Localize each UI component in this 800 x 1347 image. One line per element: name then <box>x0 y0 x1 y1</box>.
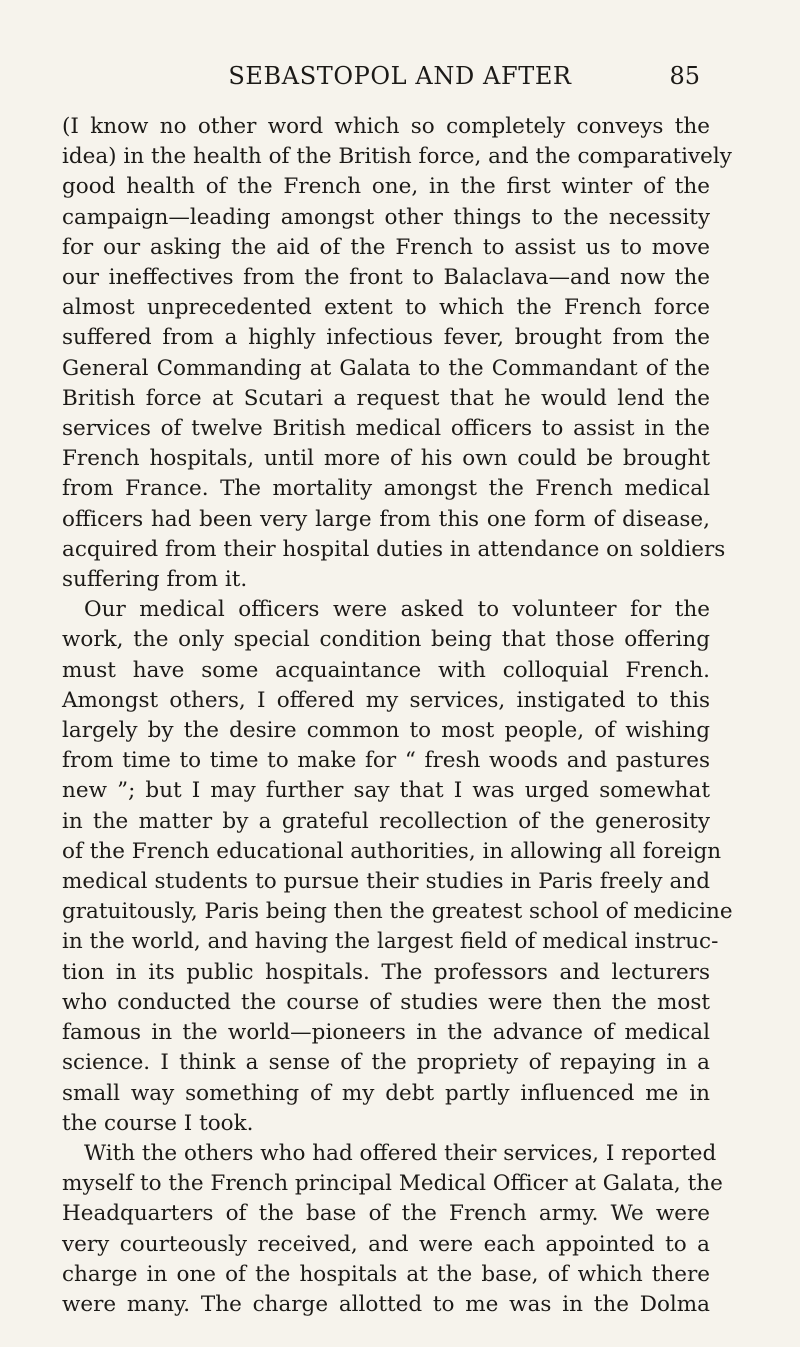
text-line: French hospitals, until more of his own could be brought <box>62 446 710 472</box>
text-line: General Commanding at Galata to the Commandant of the <box>62 355 710 381</box>
text-line: of the French educational authorities, in allowing all foreign <box>62 838 722 864</box>
text-line: in the matter by a grateful recollection of the generosity <box>62 808 710 834</box>
text-line: must have some acquaintance with colloquial French. <box>62 657 710 683</box>
text-line: who conducted the course of studies were then the most <box>62 989 710 1015</box>
text-line: small way something of my debt partly influenced me in <box>62 1080 710 1106</box>
text-line: suffered from a highly infectious fever, brought from the <box>62 325 710 351</box>
text-line: science. I think a sense of the propriety of repaying in a <box>62 1050 710 1076</box>
text-line: officers had been very large from this one form of disease, <box>62 506 710 532</box>
text-line: services of twelve British medical officers to assist in the <box>62 416 710 442</box>
text-line: (I know no other word which so completely conveys the <box>62 114 710 139</box>
text-line: idea) in the health of the British force, and the comparatively <box>62 144 732 170</box>
text-line: British force at Scutari a request that he would lend the <box>62 385 710 411</box>
text-line: our ineffectives from the front to Balaclava—and now the <box>62 265 710 291</box>
text-line: gratuitously, Paris being then the greatest school of medicine <box>62 899 733 925</box>
text-line: With the others who had offered their services, I reported <box>84 1140 717 1166</box>
text-line: largely by the desire common to most people, of wishing <box>62 718 710 744</box>
text-line: medical students to pursue their studies in Paris freely and <box>62 869 710 895</box>
text-line: famous in the world—pioneers in the advance of medical <box>62 1020 710 1046</box>
text-line: from France. The mortality amongst the French medical <box>62 476 710 502</box>
text-line: acquired from their hospital duties in attendance on soldiers <box>62 536 726 562</box>
text-line: new ”; but I may further say that I was urged somewhat <box>62 778 710 804</box>
text-line: almost unprecedented extent to which the French force <box>62 295 710 321</box>
text-line: from time to time to make for “ fresh woods and pastures <box>62 748 710 774</box>
text-line: myself to the French principal Medical Officer at Galata, the <box>62 1171 723 1197</box>
text-line: good health of the French one, in the first winter of the <box>62 174 710 200</box>
text-line: campaign—leading amongst other things to the necessity <box>62 204 710 230</box>
page-number: 85 <box>669 62 700 90</box>
text-line: were many. The charge allotted to me was in the Dolma <box>62 1291 710 1317</box>
text-line: Headquarters of the base of the French army. We were <box>62 1201 710 1227</box>
body-text <box>62 112 733 1320</box>
text-line: charge in one of the hospitals at the base, of which there <box>62 1261 710 1287</box>
text-line: for our asking the aid of the French to assist us to move <box>62 234 710 260</box>
text-line: Our medical officers were asked to volunteer for the <box>84 597 710 623</box>
text-line: very courteously received, and were each appointed to a <box>62 1231 710 1257</box>
text-line: tion in its public hospitals. The professors and lecturers <box>62 959 710 985</box>
text-line: in the world, and having the largest field of medical instruc- <box>62 929 719 955</box>
text-line: Amongst others, I offered my services, instigated to this <box>62 687 710 713</box>
running-title: SEBASTOPOL AND AFTER <box>228 62 572 90</box>
text-line: the course I took. <box>62 1110 254 1136</box>
text-line: work, the only special condition being that those offering <box>62 627 710 653</box>
text-line: suffering from it. <box>62 567 248 593</box>
running-header <box>100 62 700 98</box>
